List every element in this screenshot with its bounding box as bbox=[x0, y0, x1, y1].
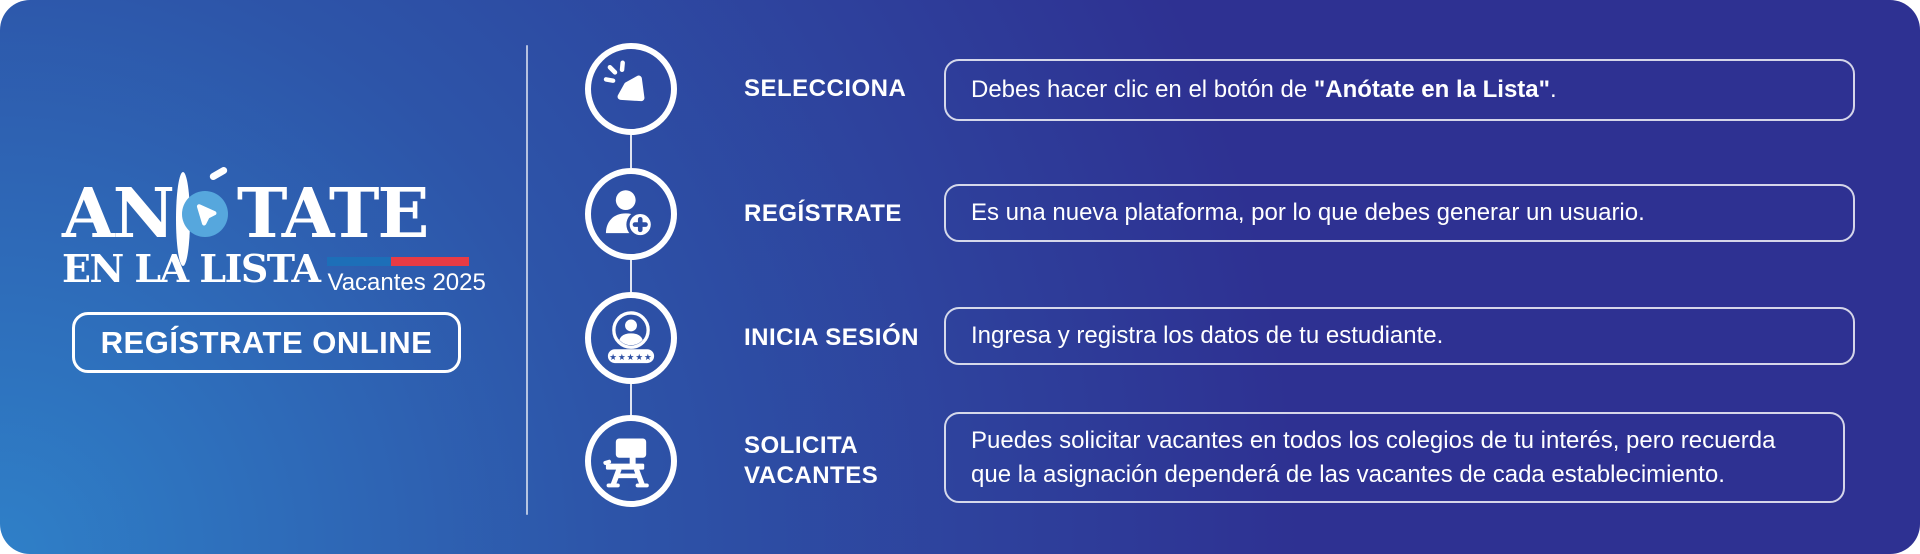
logo-title-part2: TATE bbox=[236, 174, 428, 254]
accent-mark bbox=[208, 166, 228, 182]
add-user-icon bbox=[598, 181, 664, 247]
logo-title-part1: AN bbox=[62, 174, 173, 254]
step-3-circle bbox=[585, 292, 677, 384]
register-online-button[interactable]: REGÍSTRATE ONLINE bbox=[72, 312, 461, 373]
logo-o-cursor-icon bbox=[176, 185, 234, 243]
step-1-label: SELECCIONA bbox=[744, 75, 907, 102]
step-1-description: Debes hacer clic en el botón de "Anótate en la Lista". bbox=[971, 76, 1557, 104]
step-3-label: INICIA SESIÓN bbox=[744, 324, 919, 351]
flag-bars bbox=[327, 257, 485, 266]
connector-line-1 bbox=[630, 135, 632, 168]
click-cursor-icon bbox=[599, 57, 663, 121]
step-4-circle bbox=[585, 415, 677, 507]
step-4-description-box bbox=[944, 412, 1845, 503]
connector-line-3 bbox=[630, 384, 632, 415]
step-1-description-box bbox=[944, 59, 1855, 121]
cursor-arrow-icon bbox=[188, 197, 222, 231]
step-1-circle bbox=[585, 43, 677, 135]
step-2-description-box bbox=[944, 184, 1855, 242]
step-3-description-box bbox=[944, 307, 1855, 365]
step-4-description: Puedes solicitar vacantes en todos los colegios de tu interés, pero recuerda que la asignación dependerá de las vacantes de cada establecimiento. bbox=[971, 426, 1776, 488]
step-2-description: Es una nueva plataforma, por lo que debes generar un usuario. bbox=[971, 199, 1645, 227]
flag-bar-blue bbox=[327, 257, 391, 266]
school-desk-icon bbox=[598, 428, 664, 494]
step-2-circle bbox=[585, 168, 677, 260]
logo-title bbox=[62, 174, 428, 254]
step-3-description: Ingresa y registra los datos de tu estudiante. bbox=[971, 322, 1444, 350]
vertical-divider bbox=[526, 45, 528, 515]
cursor-circle bbox=[182, 191, 228, 237]
tagline: Vacantes 2025 bbox=[327, 269, 486, 296]
flag-tagline-group bbox=[327, 250, 485, 297]
logo-subtitle: EN LA LISTA bbox=[62, 246, 320, 291]
password-stars: ★★★★★ bbox=[609, 352, 653, 363]
flag-bar-red bbox=[391, 257, 469, 266]
logo-subtitle-row bbox=[62, 246, 486, 297]
connector-line-2 bbox=[630, 260, 632, 292]
step-4-label: SOLICITA VACANTES bbox=[744, 432, 879, 489]
login-user-password-icon bbox=[598, 305, 664, 371]
step-2-label: REGÍSTRATE bbox=[744, 200, 902, 227]
